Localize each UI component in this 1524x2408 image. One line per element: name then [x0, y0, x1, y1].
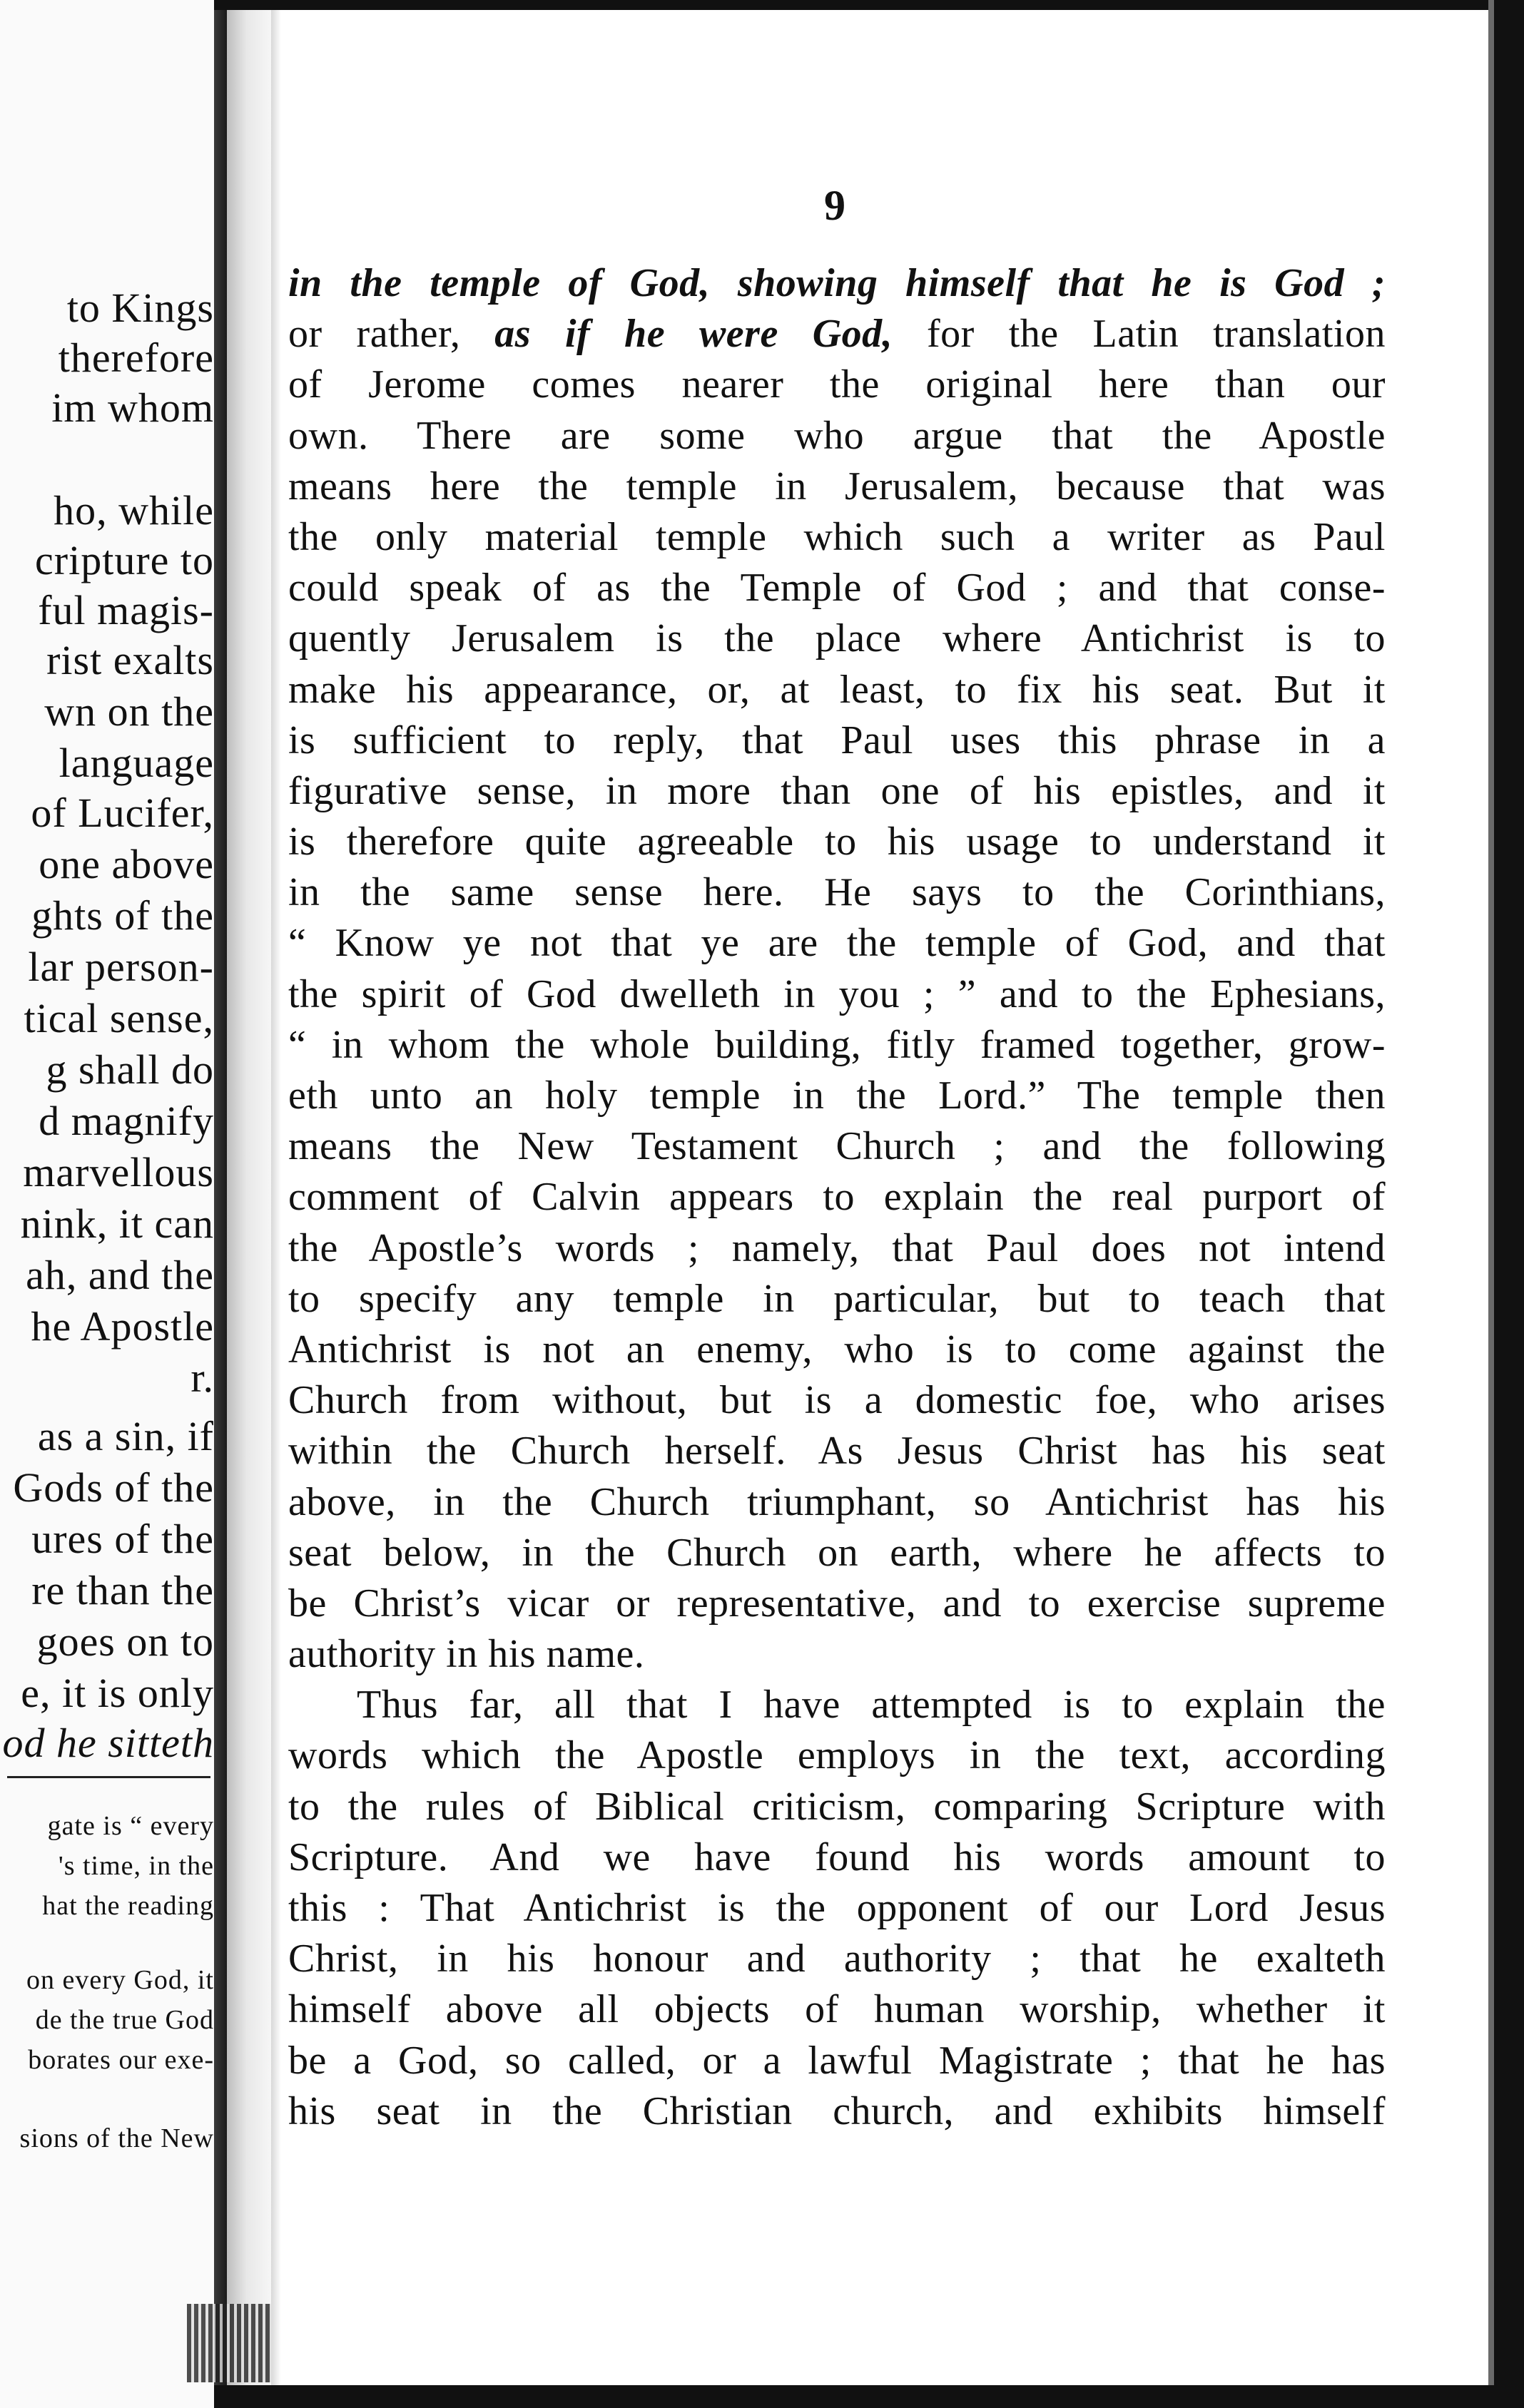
book-gutter-shadow — [214, 0, 227, 2408]
text-line: comment of Calvin appears to explain the real purport of — [288, 1175, 1386, 1220]
text-line: be Christ’s vicar or representative, and to exercise supreme — [288, 1581, 1386, 1626]
text-line: this : That Antichrist is the opponent of our Lord Jesus — [288, 1886, 1386, 1930]
left-page-line: rist exalts — [46, 637, 214, 683]
left-page-line: im whom — [51, 384, 214, 431]
text-line: is therefore quite agreeable to his usage to understand it — [288, 820, 1386, 864]
left-page-footnote-line: borates our exe- — [28, 2045, 214, 2075]
left-page-footnote-line: gate is “ every — [47, 1811, 214, 1841]
text-line: Church from without, but is a domestic foe, who arises — [288, 1378, 1386, 1423]
book-gutter — [227, 0, 271, 2408]
italic-phrase: as if he were God, — [494, 312, 893, 357]
left-page-line: one above — [39, 841, 214, 887]
text-line: means here the temple in Jerusalem, because that was — [288, 464, 1386, 509]
left-page-line: ho, while — [54, 487, 214, 534]
page-number: 9 — [824, 182, 845, 229]
left-page-line: g shall do — [46, 1046, 214, 1093]
text-line: of Jerome comes nearer the original here than our — [288, 362, 1386, 407]
text-line: be a God, so called, or a lawful Magistrate ; that he has — [288, 2038, 1386, 2083]
left-page-footnote-line: hat the reading — [42, 1891, 214, 1921]
text-line: himself above all objects of human worship, whether it — [288, 1987, 1386, 2032]
left-page-line: therefore — [58, 335, 214, 381]
left-page-footnote-line: on every God, it — [26, 1965, 214, 1995]
text-line: words which the Apostle employs in the text, according — [288, 1733, 1386, 1778]
left-page-line: cripture to — [35, 537, 214, 583]
text-line: his seat in the Christian church, and exhibits himself — [288, 2088, 1386, 2133]
text-line: figurative sense, in more than one of his epistles, and it — [288, 768, 1386, 813]
left-page-line: d magnify — [39, 1098, 214, 1144]
text-line: the only material temple which such a writer as Paul — [288, 514, 1386, 559]
text-line: above, in the Church triumphant, so Antichrist has his — [288, 1479, 1386, 1524]
text-line: could speak of as the Temple of God ; and that conse- — [288, 566, 1386, 611]
text-line: Antichrist is not an enemy, who is to come against the — [288, 1327, 1386, 1372]
text-line: authority in his name. — [288, 1632, 645, 1677]
text-line: quently Jerusalem is the place where Antichrist is to — [288, 616, 1386, 661]
left-page-footnote-line: sions of the New — [19, 2123, 214, 2153]
left-page-line: language — [59, 740, 214, 786]
paragraph-first-line: Thus far, all that I have attempted is to explain the — [357, 1683, 1386, 1728]
page-edge-right — [1488, 0, 1494, 2408]
left-page-line: r. — [190, 1354, 214, 1401]
left-page-line: ures of the — [31, 1516, 214, 1562]
text-line: the spirit of God dwelleth in you ; ” and to the Ephesians, — [288, 971, 1386, 1016]
left-page-line: od he sitteth — [2, 1720, 214, 1766]
left-page-line: Gods of the — [13, 1464, 214, 1511]
text-line: to the rules of Biblical criticism, comparing Scripture with — [288, 1784, 1386, 1829]
text-line: make his appearance, or, at least, to fix his seat. But it — [288, 667, 1386, 712]
left-page-footnote-line: de the true God — [35, 2005, 214, 2035]
text-run: for the Latin translation — [893, 312, 1386, 357]
text-line: to specify any temple in particular, but to teach that — [288, 1276, 1386, 1321]
text-line: seat below, in the Church on earth, where he affects to — [288, 1530, 1386, 1575]
text-line: “ in whom the whole building, fitly framed together, grow- — [288, 1022, 1386, 1067]
left-page-line: to Kings — [66, 285, 214, 331]
scan-artifact — [187, 2304, 273, 2382]
left-page-line: e, it is only — [21, 1670, 214, 1716]
left-page-line: wn on the — [44, 688, 214, 735]
left-page-line: ah, and the — [26, 1252, 214, 1298]
text-line: in the temple of God, showing himself that he is God ; — [288, 261, 1386, 305]
text-line: eth unto an holy temple in the Lord.” The temple then — [288, 1073, 1386, 1118]
left-page-footnote-line: 's time, in the — [58, 1851, 214, 1881]
left-page-line: nink, it can — [20, 1200, 214, 1247]
text-line: is sufficient to reply, that Paul uses this phrase in a — [288, 718, 1386, 762]
left-page-line: goes on to — [36, 1618, 214, 1665]
body-text — [288, 258, 1386, 2137]
text-line: in the same sense here. He says to the Corinthians, — [288, 870, 1386, 915]
left-facing-page — [0, 0, 214, 2408]
text-run: or rather, — [288, 312, 495, 357]
left-page-line: ful magis- — [38, 587, 214, 633]
left-page-line: lar person- — [28, 944, 214, 990]
left-page-line: re than the — [31, 1567, 214, 1613]
text-line: “ Know ye not that ye are the temple of God, and that — [288, 921, 1386, 966]
text-line: own. There are some who argue that the Apostle — [288, 413, 1386, 458]
left-page-line: tical sense, — [24, 995, 214, 1041]
text-line: within the Church herself. As Jesus Christ has his seat — [288, 1429, 1386, 1474]
page-edge-shadow — [271, 0, 281, 2408]
left-page-line: he Apostle — [31, 1303, 214, 1350]
scan-border-bottom — [214, 2385, 1524, 2408]
scan-border-top — [214, 0, 1524, 10]
scan-border-right — [1494, 0, 1524, 2408]
footnote-rule — [7, 1776, 210, 1778]
left-page-line: marvellous — [23, 1149, 214, 1195]
left-page-line: as a sin, if — [37, 1413, 214, 1459]
text-line: means the New Testament Church ; and the following — [288, 1124, 1386, 1169]
text-line — [288, 309, 1386, 359]
text-line: Scripture. And we have found his words amount to — [288, 1835, 1386, 1879]
left-page-line: ghts of the — [31, 892, 214, 939]
text-line: the Apostle’s words ; namely, that Paul does not intend — [288, 1225, 1386, 1270]
left-page-line: of Lucifer, — [31, 790, 214, 836]
text-line: Christ, in his honour and authority ; that he exalteth — [288, 1937, 1386, 1981]
